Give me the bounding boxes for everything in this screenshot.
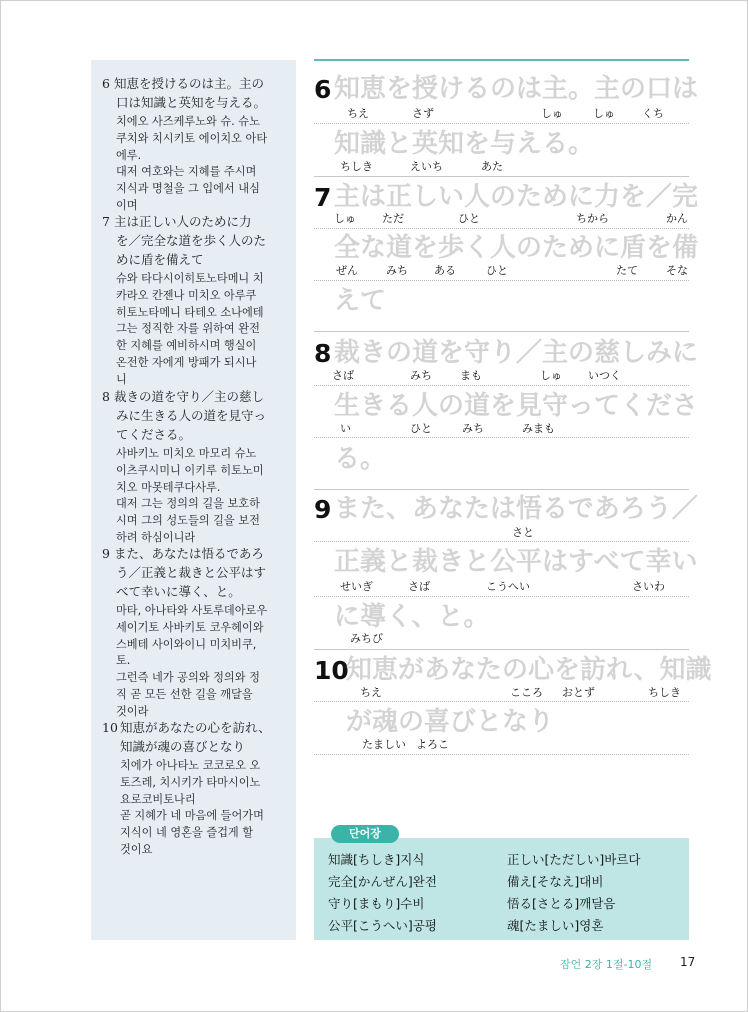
vocabulary-title: 단어장 bbox=[331, 825, 399, 843]
ko-line: 히토노타메니 타테오 소나에테 bbox=[116, 305, 264, 319]
ko-line: 마타, 아나타와 사토루데아로우 bbox=[116, 604, 268, 617]
ko-line: 그는 정직한 자를 위하여 완전 bbox=[116, 322, 260, 336]
ko-line: 토. bbox=[116, 654, 131, 668]
furigana: さば bbox=[408, 580, 430, 593]
verse-number: 7 bbox=[102, 214, 110, 229]
vocab-item: 魂[たましい]영혼 bbox=[507, 918, 604, 933]
vocab-item: 完全[かんぜん]완전 bbox=[328, 874, 437, 889]
ko-line: 카라오 칸젠나 미치오 아루쿠 bbox=[116, 288, 257, 302]
ko-line: 지식이 네 영혼을 즐겁게 할 bbox=[120, 826, 254, 840]
dotted-rule bbox=[314, 754, 689, 755]
furigana: さず bbox=[412, 107, 434, 120]
ko-line: 시며 그의 성도들의 길을 보전 bbox=[116, 514, 260, 528]
furigana: ちえ bbox=[347, 107, 369, 120]
dotted-rule bbox=[314, 280, 689, 281]
ko-line: 대저 그는 정의의 길을 보호하 bbox=[116, 497, 260, 511]
furigana: しゅ bbox=[334, 212, 356, 225]
ko-line: 이며 bbox=[116, 198, 138, 212]
ko-line: 사바키노 미치오 마모리 슈노 bbox=[116, 447, 257, 460]
ko-line: 슈와 타다시이히토노타메니 치 bbox=[116, 272, 264, 285]
solid-rule bbox=[314, 176, 689, 177]
jp-line: べて幸いに導く、と。 bbox=[116, 584, 241, 599]
jp-line: 知恵があなたの心を訪れ、 bbox=[120, 720, 271, 735]
ko-line: 한 지혜를 예비하시며 행실이 bbox=[116, 339, 257, 353]
furigana: ひと bbox=[410, 422, 432, 435]
dotted-rule bbox=[314, 437, 689, 438]
furigana: い bbox=[340, 422, 351, 435]
ko-line: 치에오 사즈케루노와 슈. 슈노 bbox=[116, 115, 260, 128]
vocab-item: 正しい[ただしい]바르다 bbox=[507, 852, 641, 867]
dotted-rule bbox=[314, 701, 689, 702]
jp-line: 口は知識と英知を与える。 bbox=[116, 95, 267, 110]
furigana: ちから bbox=[576, 212, 609, 225]
jp-line: てくださる。 bbox=[116, 427, 192, 442]
verse-number: 8 bbox=[102, 389, 110, 404]
verse-number: 9 bbox=[314, 495, 332, 524]
ko-line: 치오 마못테쿠다사루. bbox=[116, 480, 221, 494]
furigana: いつく bbox=[588, 369, 621, 382]
furigana: よろこ bbox=[416, 738, 449, 751]
furigana: さと bbox=[512, 526, 534, 539]
tracing-text: 生きる人の道を見守ってくださ bbox=[334, 391, 699, 421]
furigana: たて bbox=[616, 264, 638, 277]
left-verse-6 bbox=[102, 74, 290, 215]
furigana: かん bbox=[666, 212, 688, 225]
ko-line: 에루. bbox=[116, 148, 142, 162]
furigana: くち bbox=[642, 107, 664, 120]
ko-line: 니 bbox=[116, 372, 127, 386]
jp-line: みに生きる人の道を見守っ bbox=[116, 408, 267, 423]
furigana: みち bbox=[410, 369, 432, 382]
furigana: たましい bbox=[362, 738, 406, 751]
furigana: さば bbox=[332, 369, 354, 382]
jp-line: また、あなたは悟るであろ bbox=[114, 546, 264, 561]
furigana: みまも bbox=[522, 422, 555, 435]
verse-number: 6 bbox=[102, 76, 110, 91]
dotted-rule bbox=[314, 385, 689, 386]
left-verse-9 bbox=[102, 544, 290, 721]
furigana: ちしき bbox=[648, 686, 681, 699]
furigana: みちび bbox=[350, 632, 383, 645]
furigana: そな bbox=[666, 264, 688, 277]
furigana: みち bbox=[386, 264, 408, 277]
ko-line: 하려 하심이니라 bbox=[116, 530, 196, 544]
ko-line: 세이기토 사바키토 코우헤이와 bbox=[116, 620, 264, 634]
ko-line: 것이요 bbox=[120, 842, 153, 856]
verse-number: 9 bbox=[102, 546, 110, 561]
solid-rule bbox=[314, 331, 689, 332]
jp-line: 主は正しい人のために力 bbox=[114, 214, 252, 229]
furigana: おとず bbox=[562, 686, 595, 699]
vocab-item: 守り[まもり]수비 bbox=[328, 896, 425, 911]
tracing-text: また、あなたは悟るであろう／ bbox=[334, 494, 698, 524]
page-number: 17 bbox=[680, 955, 696, 969]
vocab-item: 悟る[さとる]깨달음 bbox=[507, 896, 616, 911]
tracing-text: に導く、と。 bbox=[334, 602, 490, 632]
dotted-rule bbox=[314, 123, 689, 124]
ko-line: 것이라 bbox=[116, 704, 149, 718]
ko-line: 곧 지혜가 네 마음에 들어가며 bbox=[120, 809, 264, 823]
tracing-text: 裁きの道を守り／主の慈しみに bbox=[334, 338, 699, 368]
furigana: ひと bbox=[486, 264, 508, 277]
furigana: ひと bbox=[458, 212, 480, 225]
jp-line: 裁きの道を守り／主の慈し bbox=[114, 389, 265, 404]
ko-line: 스베테 사이와이니 미치비쿠, bbox=[116, 637, 257, 651]
furigana: まも bbox=[460, 369, 482, 382]
furigana: あた bbox=[481, 160, 503, 173]
furigana: ぜん bbox=[336, 264, 358, 277]
furigana: ちしき bbox=[340, 160, 373, 173]
furigana: ある bbox=[434, 264, 456, 277]
jp-line: う／正義と裁きと公平はす bbox=[116, 565, 267, 580]
ko-line: 치에가 아나타노 코코로오 오 bbox=[120, 759, 261, 772]
jp-line: 知識が魂の喜びとなり bbox=[120, 739, 246, 754]
jp-line: 知恵を授けるのは主。主の bbox=[114, 76, 265, 91]
ko-line: 대저 여호와는 지혜를 주시며 bbox=[116, 165, 257, 179]
dotted-rule bbox=[314, 228, 689, 229]
verse-number: 10 bbox=[314, 656, 349, 685]
tracing-text: る。 bbox=[334, 444, 387, 474]
furigana: しゅ bbox=[593, 107, 615, 120]
vocab-item: 知識[ちしき]지식 bbox=[328, 852, 425, 867]
furigana: ただ bbox=[382, 212, 404, 225]
left-verse-10 bbox=[102, 718, 290, 859]
furigana: こころ bbox=[510, 686, 543, 699]
ko-line: 온전한 자에게 방패가 되시나 bbox=[116, 355, 257, 369]
verse-number: 6 bbox=[314, 75, 332, 104]
chapter-label: 잠언 2장 1절-10절 bbox=[560, 958, 653, 971]
ko-line: 이츠쿠시미니 이키루 히토노미 bbox=[116, 463, 264, 477]
ko-line: 토즈레, 치시키가 타마시이노 bbox=[120, 775, 261, 789]
furigana: こうへい bbox=[486, 580, 530, 593]
top-rule bbox=[314, 59, 689, 61]
furigana: えいち bbox=[410, 160, 443, 173]
tracing-text: 知恵があなたの心を訪れ、知識 bbox=[346, 655, 712, 685]
furigana: さいわ bbox=[632, 580, 665, 593]
vocab-item: 備え[そなえ]대비 bbox=[507, 874, 604, 889]
solid-rule bbox=[314, 649, 689, 650]
ko-line: 지식과 명철을 그 입에서 내심 bbox=[116, 182, 260, 196]
jp-line: めに盾を備えて bbox=[116, 252, 204, 267]
tracing-text: 知恵を授けるのは主。主の口は bbox=[334, 74, 699, 104]
verse-number: 8 bbox=[314, 339, 332, 368]
ko-line: 쿠치와 치시키토 에이치오 아타 bbox=[116, 131, 268, 145]
dotted-rule bbox=[314, 541, 689, 542]
furigana: しゅ bbox=[541, 107, 563, 120]
verse-number: 7 bbox=[314, 183, 332, 212]
verse-number: 10 bbox=[102, 720, 118, 735]
vocab-item: 公平[こうへい]공평 bbox=[328, 918, 437, 933]
tracing-text: 知識と英知を与える。 bbox=[334, 129, 595, 159]
left-verse-7 bbox=[102, 212, 290, 389]
tracing-text: 全な道を歩く人のために盾を備 bbox=[334, 233, 699, 263]
solid-rule bbox=[314, 489, 689, 490]
tracing-text: が魂の喜びとなり bbox=[346, 707, 555, 737]
ko-line: 요로코비토나리 bbox=[120, 792, 196, 806]
furigana: ちえ bbox=[360, 686, 382, 699]
furigana: みち bbox=[462, 422, 484, 435]
tracing-text: 正義と裁きと公平はすべて幸い bbox=[334, 547, 698, 577]
tracing-text: 主は正しい人のために力を／完 bbox=[334, 182, 699, 212]
furigana: しゅ bbox=[540, 369, 562, 382]
ko-line: 그런즉 네가 공의와 정의와 정 bbox=[116, 671, 260, 685]
dotted-rule bbox=[314, 596, 689, 597]
left-verse-8 bbox=[102, 387, 290, 547]
jp-line: を／完全な道を歩く人のた bbox=[116, 233, 267, 248]
ko-line: 직 곧 모든 선한 길을 깨달을 bbox=[116, 687, 253, 701]
furigana: せいぎ bbox=[340, 580, 373, 593]
tracing-text: えて bbox=[334, 286, 387, 316]
